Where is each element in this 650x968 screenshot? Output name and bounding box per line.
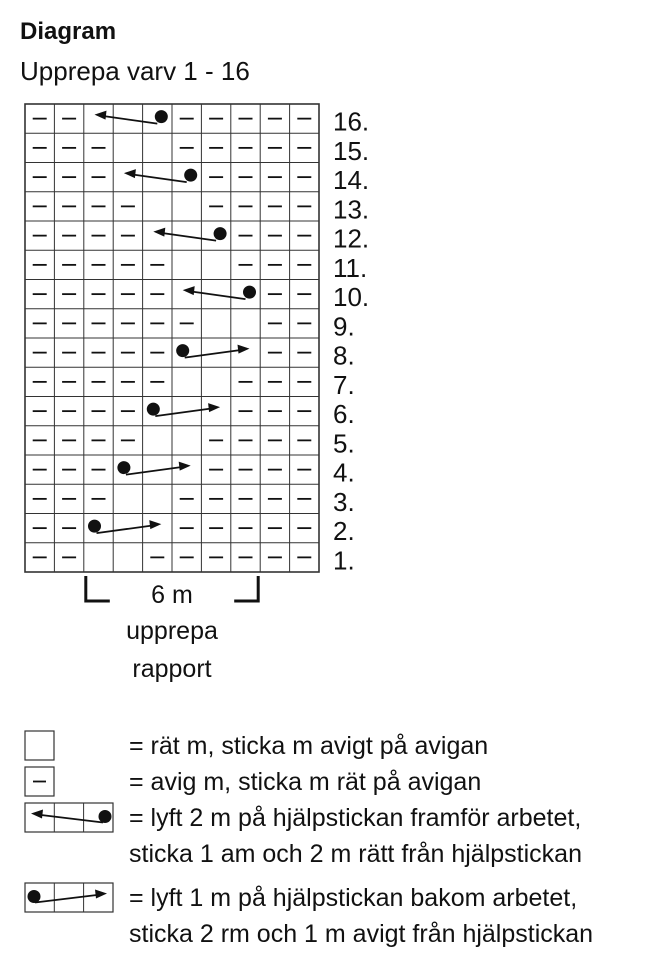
cable-left-dot <box>243 286 256 299</box>
row-label: 15. <box>333 135 370 166</box>
legend-text: sticka 1 am och 2 m rätt från hjälpstickan <box>129 840 582 868</box>
cable-left-dot <box>214 227 227 240</box>
cable-left-dot <box>184 169 197 182</box>
row-label: 12. <box>333 223 370 254</box>
cable-right-dot <box>147 403 160 416</box>
legend-text: = avig m, sticka m rät på avigan <box>129 768 482 796</box>
row-label: 13. <box>333 194 370 225</box>
repeat-bracket-right <box>234 576 258 601</box>
row-label: 11. <box>333 252 368 283</box>
diagram-title: Diagram <box>20 18 117 45</box>
row-label: 6. <box>333 399 355 430</box>
row-label: 14. <box>333 165 370 196</box>
repeat-label-line1: upprepa <box>126 617 218 645</box>
row-label: 1. <box>333 545 355 576</box>
row-label: 3. <box>333 486 355 517</box>
cable-right-dot <box>117 461 130 474</box>
diagram-subtitle: Upprepa varv 1 - 16 <box>20 56 250 86</box>
row-label: 2. <box>333 516 355 547</box>
repeat-count-label: 6 m <box>151 581 193 609</box>
repeat-label-line2: rapport <box>132 655 212 683</box>
legend-text: = lyft 1 m på hjälpstickan bakom arbetet, <box>129 884 578 912</box>
legend-symbol-knit <box>25 731 54 760</box>
cable-right-dot <box>88 520 101 533</box>
cable-right-dot <box>176 344 189 357</box>
row-label: 5. <box>333 428 355 459</box>
row-label: 9. <box>333 311 355 342</box>
row-label: 4. <box>333 457 355 488</box>
legend-text: = rät m, sticka m avigt på avigan <box>129 732 489 760</box>
row-label: 8. <box>333 340 355 371</box>
row-label: 16. <box>333 106 370 137</box>
legend-cable-right-dot <box>28 890 41 903</box>
row-label: 10. <box>333 282 370 313</box>
legend-cable-left-dot <box>99 810 112 823</box>
repeat-bracket-left <box>86 576 110 601</box>
legend-text: sticka 2 rm och 1 m avigt från hjälpstickan <box>129 920 594 948</box>
row-label: 7. <box>333 369 355 400</box>
cable-left-dot <box>155 110 168 123</box>
legend-text: = lyft 2 m på hjälpstickan framför arbetet, <box>129 804 582 832</box>
